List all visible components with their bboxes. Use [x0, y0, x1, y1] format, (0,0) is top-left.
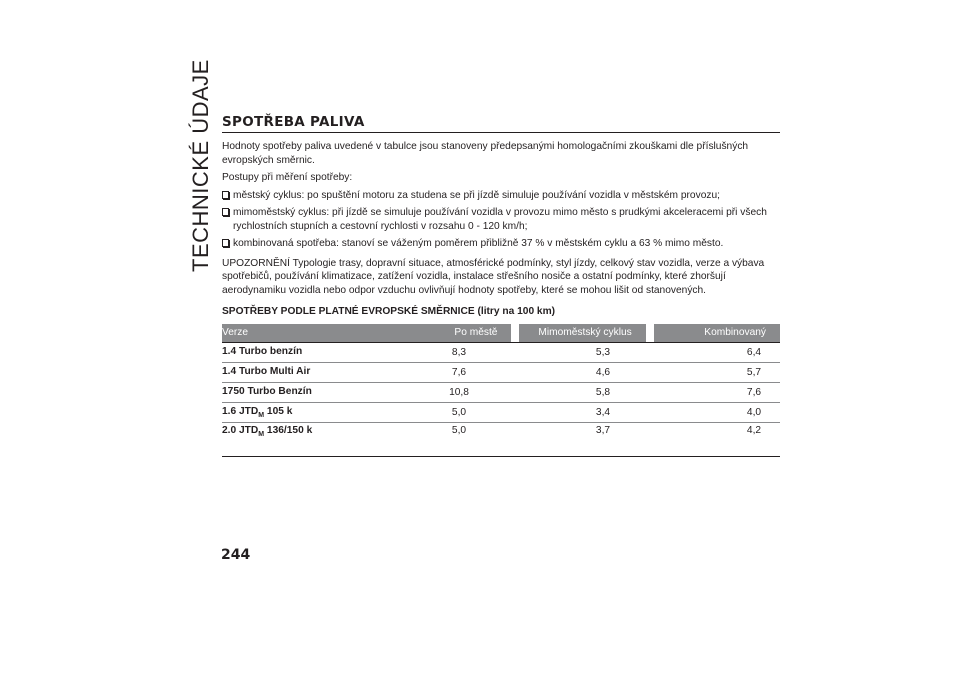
- section-title: SPOTŘEBA PALIVA: [222, 114, 780, 133]
- row-combined: 6,4: [746, 347, 762, 358]
- row-combined: 4,0: [746, 407, 762, 418]
- row-version: 1.6 $JTD_M$ 105 k: [222, 406, 293, 419]
- header-city: Po městě: [454, 327, 498, 338]
- table-row: [222, 363, 780, 383]
- row-version: 1750 Turbo Benzín: [222, 386, 312, 397]
- table-row: [222, 423, 780, 457]
- row-city: 5,0: [451, 425, 467, 436]
- row-city: 5,0: [451, 407, 467, 418]
- row-version: 2.0 $JTD_M$ 136/150 k: [222, 425, 313, 438]
- bullet-text: kombinovaná spotřeba: stanoví se váženým poměrem přibližně 37 % v městském cyklu a 63 % mimo město.: [233, 238, 724, 249]
- bullet-item: [222, 206, 780, 233]
- row-version: 1.4 Turbo Multi Air: [222, 366, 311, 377]
- page-content: [222, 114, 780, 457]
- warning-note: UPOZORNĚNÍ Typologie trasy, dopravní situace, atmosférické podmínky, styl jízdy, celkový stav vozidla, verze a výbava spotřebičů, používání klimatizace, zatížení vozidla, instalace střešního nosiče a ostatní podmínky, které zhoršují aerodynamiku vozidla nebo odpor vzduchu ovlivňují hodnoty spotřeby, které se mohou lišit od stanovených.: [222, 257, 765, 296]
- checkbox-bullet-icon: [222, 208, 229, 216]
- header-version: Verze: [222, 327, 249, 338]
- header-gap: [511, 324, 519, 342]
- intro-paragraph: Hodnoty spotřeby paliva uvedené v tabulce jsou stanoveny předepsanými homologačními zkouškami dle příslušných evropských směrnic.: [222, 141, 749, 166]
- row-extra-urban: 5,3: [595, 347, 611, 358]
- consumption-table: [222, 324, 780, 457]
- bullet-item: [222, 189, 780, 203]
- checkbox-bullet-icon: [222, 191, 229, 199]
- methods-intro: Postupy při měření spotřeby:: [222, 172, 353, 183]
- header-combined: Kombinovaný: [704, 327, 767, 338]
- row-version: 1.4 Turbo benzín: [222, 346, 303, 357]
- row-city: 10,8: [449, 387, 469, 398]
- table-row: [222, 343, 780, 363]
- checkbox-bullet-icon: [222, 239, 229, 247]
- row-extra-urban: 3,7: [595, 425, 611, 436]
- row-city: 7,6: [451, 367, 467, 378]
- page-number: 244: [221, 547, 251, 563]
- table-header: [222, 324, 780, 343]
- row-city: 8,3: [451, 347, 467, 358]
- chapter-side-label: TECHNICKÉ ÚDAJE: [188, 59, 213, 272]
- row-extra-urban: 4,6: [595, 367, 611, 378]
- row-extra-urban: 3,4: [595, 407, 611, 418]
- row-combined: 7,6: [746, 387, 762, 398]
- header-extra-urban: Mimoměstský cyklus: [538, 327, 632, 338]
- row-combined: 4,2: [746, 425, 762, 436]
- header-gap: [646, 324, 654, 342]
- row-extra-urban: 5,8: [595, 387, 611, 398]
- bullet-text: mimoměstský cyklus: při jízdě se simuluje používání vozidla v provozu mimo město s prudkými akceleracemi při všech rychlostních stupních a cestovní rychlosti v rozsahu 0 - 120 km/h;: [233, 207, 767, 232]
- bullet-item: [222, 237, 780, 251]
- table-title: SPOTŘEBY PODLE PLATNÉ EVROPSKÉ SMĚRNICE (litry na 100 km): [222, 306, 556, 317]
- table-row: [222, 383, 780, 403]
- bullet-text: městský cyklus: po spuštění motoru za studena se při jízdě simuluje používání vozidla v městském provozu;: [233, 189, 720, 201]
- table-row: [222, 403, 780, 423]
- row-combined: 5,7: [746, 367, 762, 378]
